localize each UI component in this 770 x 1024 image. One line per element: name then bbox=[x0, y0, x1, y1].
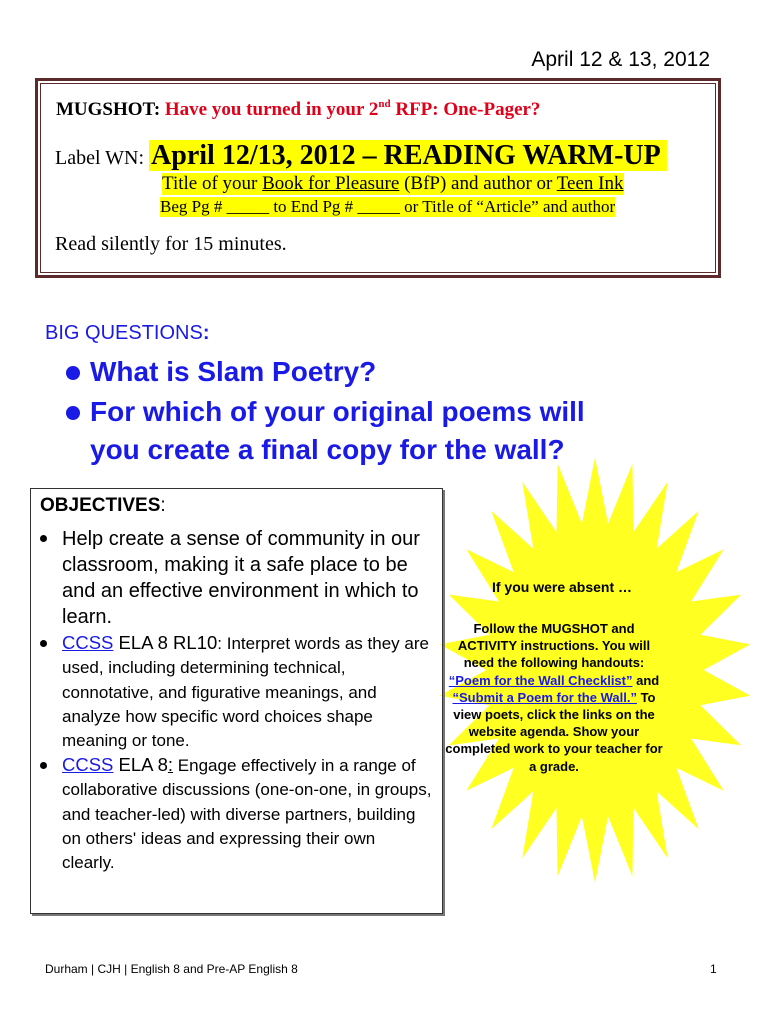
poem-checklist-link[interactable]: “Poem for the Wall Checklist” bbox=[448, 672, 633, 688]
absent-instructions bbox=[444, 620, 664, 775]
absent-text-1: Follow the MUGSHOT and ACTIVITY instructions. You will need the following handouts: bbox=[457, 621, 651, 671]
big-question-text: For which of your original poems will bbox=[90, 396, 585, 427]
objective-2-code: ELA 8 RL10 bbox=[113, 632, 218, 653]
bullet-icon bbox=[40, 640, 47, 647]
bq-heading-text: BIG QUESTIONS bbox=[45, 322, 203, 344]
objective-1-text: Help create a sense of community in our classroom, making it a safe place to be and an effective environment in which to learn. bbox=[62, 528, 420, 628]
absent-text-3: To view poets, click the links on the website agenda. Show your completed work to your teacher for a grade. bbox=[445, 689, 663, 774]
objective-3-text: Engage effectively in a range of collaborative discussions (one-on-one, in groups, and teacher-led) with diverse partners, building on others' ideas and expressing their own clearly. bbox=[62, 756, 432, 873]
objective-3-code: ELA 8 bbox=[113, 754, 168, 775]
bullet-icon bbox=[66, 406, 80, 420]
objective-2 bbox=[62, 631, 432, 753]
page-number: 1 bbox=[710, 962, 717, 976]
objectives-heading bbox=[40, 495, 166, 517]
warmup-title: April 12/13, 2012 – READING WARM-UP bbox=[149, 140, 667, 171]
bullet-icon bbox=[40, 535, 47, 542]
objective-3-colon: : bbox=[167, 754, 174, 775]
title-instruction bbox=[162, 173, 624, 195]
absent-title: If you were absent … bbox=[491, 579, 633, 595]
mugshot-question-text bbox=[165, 99, 541, 120]
question-sup: nd bbox=[378, 98, 391, 110]
page-range-line: Beg Pg # _____ to End Pg # _____ or Title of “Article” and author bbox=[160, 197, 616, 216]
bq-colon: : bbox=[202, 322, 210, 344]
objectives-heading-text: OBJECTIVES bbox=[40, 495, 161, 516]
objective-1 bbox=[62, 526, 442, 630]
footer-text: Durham | CJH | English 8 and Pre-AP English 8 bbox=[45, 962, 298, 976]
title-prefix: Title of your bbox=[162, 173, 263, 194]
objectives-colon: : bbox=[160, 495, 166, 516]
wn-label: Label WN: bbox=[55, 147, 145, 169]
title-mid: (BfP) and author or bbox=[399, 173, 557, 194]
objective-2-text: : Interpret words as they are used, including determining technical, connotative, and figurative meanings, and analyze how specific word choices shape meaning or tone. bbox=[62, 634, 429, 751]
big-question-text: What is Slam Poetry? bbox=[90, 356, 377, 387]
read-instruction: Read silently for 15 minutes. bbox=[55, 233, 287, 255]
objective-3 bbox=[62, 753, 432, 875]
teen-ink-text: Teen Ink bbox=[556, 173, 624, 194]
ccss-link-1[interactable]: CCSS bbox=[62, 632, 114, 653]
big-question-text-cont: you create a final copy for the wall? bbox=[90, 434, 565, 465]
bfp-text: Book for Pleasure bbox=[262, 173, 400, 194]
mugshot-label: MUGSHOT: bbox=[56, 99, 161, 120]
page-date: April 12 & 13, 2012 bbox=[531, 48, 710, 71]
bullet-icon bbox=[66, 366, 80, 380]
submit-poem-link[interactable]: “Submit a Poem for the Wall.” bbox=[452, 689, 637, 705]
mugshot-question bbox=[56, 98, 540, 121]
question-prefix: Have you turned in your 2 bbox=[164, 99, 379, 120]
question-suffix: RFP: One-Pager? bbox=[390, 99, 541, 120]
absent-text-2: and bbox=[632, 672, 660, 688]
warmup-line bbox=[55, 140, 667, 172]
bullet-icon bbox=[40, 762, 47, 769]
big-questions-heading bbox=[45, 322, 209, 345]
ccss-link-2[interactable]: CCSS bbox=[62, 754, 114, 775]
